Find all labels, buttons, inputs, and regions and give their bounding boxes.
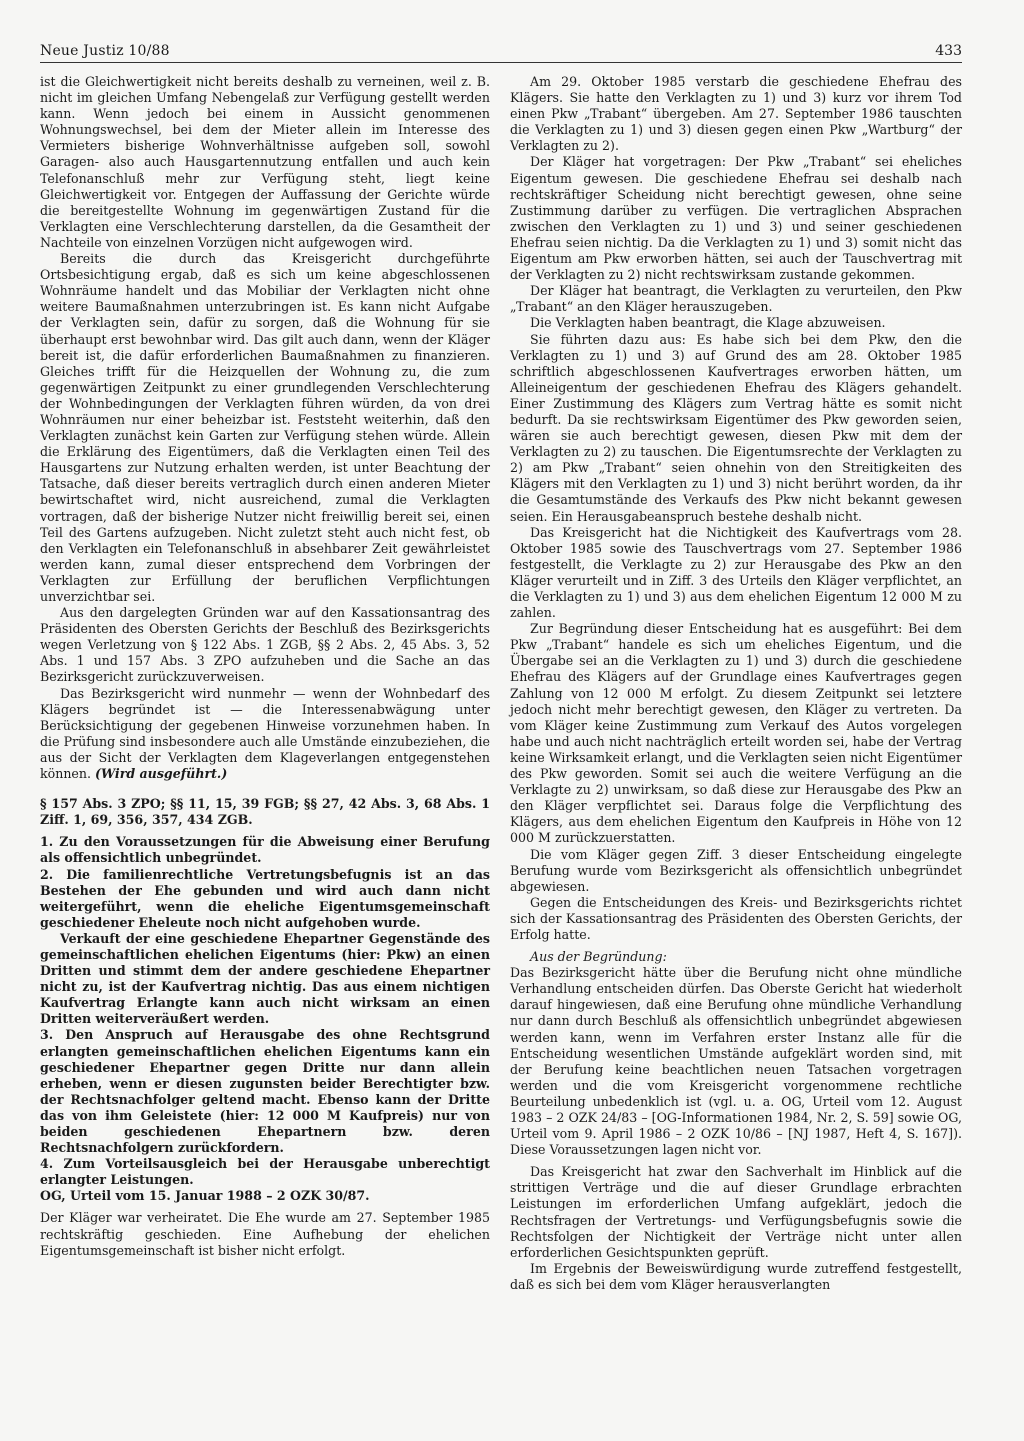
headnote-3: 3. Den Anspruch auf Herausgabe des ohne Rechtsgrund erlangten gemeinschaftlichen ehelichen Eigentums kann ein geschiedener Ehepartner gegen Dritte nur dann allein erheben, wenn er diesen zugunsten beider Berechtigter bzw. der Rechtsnachfolger geltend macht. Ebenso kann der Dritte das von ihm Geleistete (hier: 12 000 M Kaufpreis) nur von beiden geschiedenen Ehepartnern bzw. deren Rechtsnachfolgern zurückfordern. bbox=[40, 1027, 490, 1156]
omission-note: (Wird ausgeführt.) bbox=[95, 766, 228, 782]
paragraph: Im Ergebnis der Beweiswürdigung wurde zutreffend festgestellt, daß es sich bei dem vom Kläger herausverlangten bbox=[510, 1260, 962, 1292]
paragraph: Sie führten dazu aus: Es habe sich bei dem Pkw, den die Verklagten zu 1) und 3) auf Grund des am 28. Oktober 1985 schriftlich abgeschlossenen Kaufvertrages erworben hätten, um Alleineigentum der geschiedenen Ehefrau des Klägers gehandelt. Einer Zustimmung des Klägers zum Vertrag hätte es somit nicht bedurft. Da sie rechtswirksam Eigentümer des Pkw geworden seien, wären sie auch berechtigt gewesen, diesen Pkw mit dem der Verklagten zu 2) zu tauschen. Die Eigentumsrechte der Verklagten zu 2) am Pkw „Trabant“ seien ohnehin von den Streitigkeiten des Klägers mit den Verklagten zu 1) und 3) nicht berührt worden, da ihr die Gesamtumstände des Verkaufs des Pkw nicht bekannt gewesen seien. Ein Herausgabeanspruch bestehe deshalb nicht. bbox=[510, 331, 962, 524]
journal-title: Neue Justiz 10/88 bbox=[40, 43, 170, 59]
headnote-2b: Verkauft der eine geschiedene Ehepartner Gegenstände des gemeinschaftlichen ehelichen Eigentums (hier: Pkw) an einen Dritten und stimmt dem der andere geschiedene Ehepartner nicht zu, ist der Kaufvertrag nichtig. Das aus einem nichtigen Kaufvertrag Erlangte kann auch nicht wirksam an einen Dritten weiterveräußert werden. bbox=[40, 930, 490, 1027]
case-headnote bbox=[40, 796, 490, 1204]
case-citation: OG, Urteil vom 15. Januar 1988 – 2 OZK 30/87. bbox=[40, 1188, 370, 1204]
paragraph-text: Das Bezirksgericht wird nunmehr — wenn der Wohnbedarf des Klägers begründet ist — die Interessenabwägung unter Berücksichtigung der gegebenen Hinweise vorzunehmen haben. In die Prüfung sind insbesondere auch alle Umstände einzubeziehen, die aus der Sicht der Verklagten dem Klageverlangen entgegenstehen können. bbox=[40, 685, 490, 782]
paragraph: Zur Begründung dieser Entscheidung hat es ausgeführt: Bei dem Pkw „Trabant“ handele es sich um eheliches Eigentum, und die Übergabe sei an die Verklagten zu 1) und 3) durch die geschiedene Ehefrau des Klägers auf der Grundlage eines Kaufvertrages gegen Zahlung von 12 000 M erfolgt. Zu diesem Zeitpunkt sei letztere jedoch nicht mehr berechtigt gewesen, den Kläger zu vertreten. Da vom Kläger keine Zustimmung zum Verkauf des Autos vorgelegen habe und auch nicht nachträglich erteilt worden sei, habe der Vertrag keine Wirksamkeit erlangt, und die Verklagten seien nicht Eigentümer des Pkw geworden. Somit sei auch die weitere Verfügung an die Verklagte zu 2) unwirksam, so daß diese zur Herausgabe des Pkw an den Kläger verpflichtet sei. Daraus folge die Verpflichtung des Klägers, aus dem ehelichen Eigentum den Kaufpreis in Höhe von 12 000 M zurückzuerstatten. bbox=[510, 621, 962, 846]
left-column bbox=[40, 74, 490, 1259]
paragraph: Aus den dargelegten Gründen war auf den Kassationsantrag des Präsidenten des Obersten Gerichts der Beschluß des Bezirksgerichts wegen Verletzung von § 122 Abs. 1 ZGB, §§ 2 Abs. 2, 45 Abs. 3, 52 Abs. 1 und 157 Abs. 3 ZPO aufzuheben und die Sache an das Bezirksgericht zurückzuverweisen. bbox=[40, 605, 490, 685]
paragraph: ist die Gleichwertigkeit nicht bereits deshalb zu verneinen, weil z. B. nicht im gleichen Umfang Nebengelaß zur Verfügung gestellt werden kann. Wenn jedoch bei einem in Aussicht genommenen Wohnungswechsel, bei dem der Mieter allein im Interesse des Vermieters bisherige Wohnverhältnisse aufgeben soll, sowohl Garagen- also auch Hausgartennutzung entfallen und auch kein Telefonanschluß mehr zur Verfügung steht, liegt keine Gleichwertigkeit vor. Entgegen der Auffassung der Gerichte würde die bereitgestellte Wohnung im gegenwärtigen Zustand für die Verklagten eine Verschlechterung darstellen, da die Gesamtheit der Nachteile von einzelnen Vorzügen nicht aufgewogen wird. bbox=[40, 74, 490, 250]
paragraph: Der Kläger hat vorgetragen: Der Pkw „Trabant“ sei eheliches Eigentum gewesen. Die geschiedene Ehefrau sei deshalb nach rechtskräftiger Scheidung nicht berechtigt gewesen, ohne seine Zustimmung darüber zu verfügen. Die vertraglichen Absprachen zwischen den Verklagten zu 1) und 3) und seiner geschiedenen Ehefrau seien nichtig. Da die Verklagten zu 1) und 3) somit nicht das Eigentum am Pkw erworben hätten, sei auch der Tauschvertrag mit der Verklagten zu 2) nicht rechtswirksam zustande gekommen. bbox=[510, 154, 962, 283]
headnote-4: 4. Zum Vorteilsausgleich bei der Herausgabe unberechtigt erlangter Leistungen. bbox=[40, 1156, 490, 1188]
section-heading: Aus der Begründung: bbox=[530, 949, 667, 965]
paragraph: Bereits die durch das Kreisgericht durchgeführte Ortsbesichtigung ergab, daß es sich um keine abgeschlossenen Wohnräume handelt und das Mobiliar der Verklagten nicht ohne weitere Baumaßnahmen unterzubringen ist. Es kann nicht Aufgabe der Verklagten sein, dafür zu sorgen, daß die Wohnung für sie überhaupt erst bewohnbar wird. Das gilt auch dann, wenn der Kläger bereit ist, die dafür erforderlichen Baumaßnahmen zu finanzieren. Gleiches trifft für die Heizquellen der Wohnung zu, die zum gegenwärtigen Zeitpunkt zu einer grundlegenden Verschlechterung der Wohnbedingungen der Verklagten führen würden, da von drei Wohnräumen nur einer beheizbar ist. Feststeht weiterhin, daß den Verklagten zunächst kein Garten zur Verfügung stehen würde. Allein die Erklärung des Eigentümers, daß die Verklagten einen Teil des Hausgartens zur Nutzung erhalten werden, ist unter Beachtung der Tatsache, daß dieser bereits vertraglich durch einen anderen Mieter bewirtschaftet wird, nicht ausreichend, zumal die Verklagten vortragen, daß der bisherige Nutzer nicht freiwillig bereit sei, einen Teil des Gartens aufzugeben. Nicht zuletzt steht auch nicht fest, ob den Verklagten ein Telefonanschluß in absehbarer Zeit gewährleistet werden kann, zumal dieser entsprechend dem Vorbringen der Verklagten zur Erfüllung der beruflichen Verpflichtungen unverzichtbar sei. bbox=[40, 251, 490, 604]
legal-norms: § 157 Abs. 3 ZPO; §§ 11, 15, 39 FGB; §§ 27, 42 Abs. 3, 68 Abs. 1 Ziff. 1, 69, 356, 357, 434 ZGB. bbox=[40, 796, 490, 828]
paragraph: Die vom Kläger gegen Ziff. 3 dieser Entscheidung eingelegte Berufung wurde vom Bezirksgericht als offensichtlich unbegründet abgewiesen. bbox=[510, 846, 962, 894]
paragraph: Das Kreisgericht hat zwar den Sachverhalt im Hinblick auf die strittigen Verträge und die auf dieser Grundlage erbrachten Leistungen im erforderlichen Umfang aufgeklärt, jedoch die Rechtsfragen der Vertretungs- und Verfügungsbefugnis sowie die Rechtsfolgen der Nichtigkeit der Verträge nicht unter allen erforderlichen Gesichtspunkten geprüft. bbox=[510, 1164, 962, 1260]
headnote-1: 1. Zu den Voraussetzungen für die Abweisung einer Berufung als offensichtlich unbegründet. bbox=[40, 834, 490, 866]
page-number: 433 bbox=[935, 43, 962, 59]
paragraph: Die Verklagten haben beantragt, die Klage abzuweisen. bbox=[530, 315, 886, 331]
paragraph: Am 29. Oktober 1985 verstarb die geschiedene Ehefrau des Klägers. Sie hatte den Verklagten zu 1) und 3) kurz vor ihrem Tod einen Pkw „Trabant“ übergeben. Am 27. September 1986 tauschten die Verklagten zu 1) und 3) diesen gegen einen Pkw „Wartburg“ der Verklagten zu 2). bbox=[510, 74, 962, 154]
right-column bbox=[510, 74, 962, 1293]
paragraph: Das Bezirksgericht hätte über die Berufung nicht ohne mündliche Verhandlung entscheiden dürfen. Das Oberste Gericht hat wiederholt darauf hingewiesen, daß eine Berufung ohne mündliche Verhandlung nur dann durch Beschluß als offensichtlich unbegründet abgewiesen werden kann, wenn im Verfahren erster Instanz alle für die Entscheidung wesentlichen Umstände aufgeklärt worden sind, mit der Berufung keine beachtlichen neuen Tatsachen vorgetragen werden und die vom Kreisgericht vorgenommene rechtliche Beurteilung unbedenklich ist (vgl. u. a. OG, Urteil vom 12. August 1983 – 2 OZK 24/83 – [OG-Informationen 1984, Nr. 2, S. 59] sowie OG, Urteil vom 9. April 1986 – 2 OZK 10/86 – [NJ 1987, Heft 4, S. 167]). Diese Voraussetzungen lagen nicht vor. bbox=[510, 965, 962, 1158]
paragraph bbox=[40, 686, 490, 783]
paragraph: Das Kreisgericht hat die Nichtigkeit des Kaufvertrags vom 28. Oktober 1985 sowie des Tauschvertrags vom 27. September 1986 festgestellt, die Verklagte zu 2) zur Herausgabe des Pkw an den Kläger verurteilt und in Ziff. 3 des Urteils den Kläger verpflichtet, an die Verklagten zu 1) und 3) aus dem ehelichen Eigentum 12 000 M zu zahlen. bbox=[510, 524, 962, 621]
paragraph: Der Kläger war verheiratet. Die Ehe wurde am 27. September 1985 rechtskräftig geschieden. Eine Aufhebung der ehelichen Eigentumsgemeinschaft ist bisher nicht erfolgt. bbox=[40, 1210, 490, 1258]
page-header bbox=[40, 40, 962, 63]
headnote-2: 2. Die familienrechtliche Vertretungsbefugnis ist an das Bestehen der Ehe gebunden und wird auch dann nicht weitergeführt, wenn die eheliche Eigentumsgemeinschaft geschiedener Eheleute noch nicht aufgehoben wurde. bbox=[40, 866, 490, 930]
paragraph: Der Kläger hat beantragt, die Verklagten zu verurteilen, den Pkw „Trabant“ an den Kläger herauszugeben. bbox=[510, 283, 962, 315]
paragraph: Gegen die Entscheidungen des Kreis- und Bezirksgerichts richtet sich der Kassationsantrag des Präsidenten des Obersten Gerichts, der Erfolg hatte. bbox=[510, 894, 962, 942]
